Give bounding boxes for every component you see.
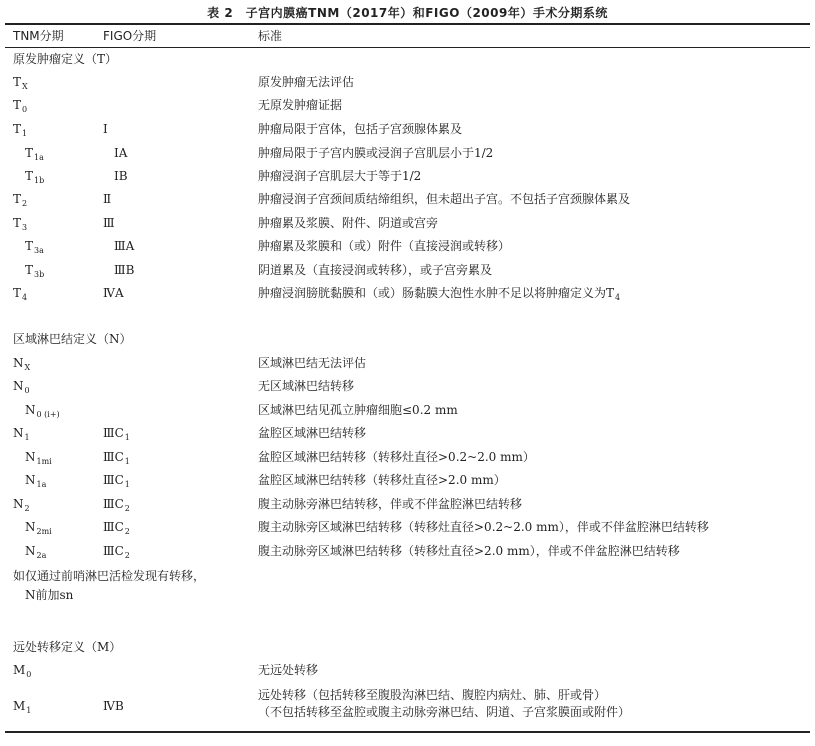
- header-rule: [5, 47, 810, 48]
- criteria-cell: 肿瘤浸润子宫颈间质结缔组织，但未超出子宫。不包括子宫颈腺体累及: [258, 192, 631, 206]
- criteria-line-1: 远处转移（包括转移至腹股沟淋巴结、腹腔内病灶、肺、肝或骨）: [258, 688, 607, 702]
- criteria-cell: 区域淋巴结见孤立肿瘤细胞≤0.2 mm: [258, 403, 458, 417]
- tnm-cell: $N_{1mi}$: [25, 450, 52, 466]
- criteria-cell: 盆腔区域淋巴结转移（转移灶直径>0.2~2.0 mm）: [258, 450, 535, 464]
- criteria-cell: 区域淋巴结无法评估: [258, 356, 367, 370]
- tnm-cell: $N_{2mi}$: [25, 520, 52, 536]
- table-row: [0, 424, 815, 446]
- criteria-cell: 腹主动脉旁区域淋巴结转移（转移灶直径>0.2~2.0 mm），伴或不伴盆腔淋巴结转移: [258, 520, 709, 534]
- table-row: [0, 377, 815, 399]
- top-rule: [5, 23, 810, 25]
- tnm-cell: $N_{1a}$: [25, 473, 47, 489]
- criteria-cell: 无区域淋巴结转移: [258, 379, 355, 393]
- table-row: [0, 448, 815, 470]
- tnm-cell: $N_2$: [13, 497, 30, 513]
- figo-cell: ⅢA: [114, 239, 135, 253]
- figo-cell: $ⅢC_1$: [103, 426, 130, 442]
- criteria-cell: 腹主动脉旁淋巴结转移，伴或不伴盆腔淋巴结转移: [258, 497, 523, 511]
- header-tnm: TNM分期: [13, 29, 64, 43]
- criteria-line-2: （不包括转移至盆腔或腹主动脉旁淋巴结、阴道、子宫浆膜面或附件）: [258, 705, 631, 719]
- header-row: [0, 27, 815, 49]
- tnm-cell: $M_1$: [13, 699, 32, 715]
- tnm-cell: $T_2$: [13, 192, 28, 208]
- tnm-cell: $N_X$: [13, 356, 31, 372]
- tnm-cell: $N_{2a}$: [25, 544, 47, 560]
- table-row: [0, 471, 815, 493]
- section-label: 区域淋巴结定义（N）: [13, 332, 132, 346]
- section-t: [0, 50, 815, 72]
- table-title: 表 2 子宫内膜癌TNM（2017年）和FIGO（2009年）手术分期系统: [207, 6, 608, 20]
- criteria-cell: 阴道累及（直接浸润或转移），或子宫旁累及: [258, 263, 493, 277]
- figo-cell: ⅣB: [103, 699, 124, 713]
- tnm-cell: $N_1$: [13, 426, 30, 442]
- criteria-cell: 盆腔区域淋巴结转移（转移灶直径>2.0 mm）: [258, 473, 506, 487]
- criteria-cell: 无原发肿瘤证据: [258, 98, 343, 112]
- figo-cell: $ⅢC_2$: [103, 520, 130, 536]
- figo-cell: $ⅢC_2$: [103, 497, 130, 513]
- tnm-cell: $N_{0 (i+)}$: [25, 403, 60, 419]
- tnm-cell: $M_0$: [13, 663, 32, 679]
- criteria-cell: 肿瘤累及浆膜、附件、阴道或宫旁: [258, 216, 439, 230]
- table-row: [0, 120, 815, 142]
- table-row: [0, 542, 815, 564]
- tnm-cell: $T_1$: [13, 122, 28, 138]
- tnm-cell: $T_4$: [13, 286, 28, 302]
- header-figo: FIGO分期: [103, 29, 157, 43]
- figo-cell: Ⅲ: [103, 216, 115, 230]
- table-row: [0, 518, 815, 540]
- figo-cell: Ⅱ: [103, 192, 112, 206]
- table-row: [0, 284, 815, 306]
- figo-cell: ⅠB: [114, 169, 128, 183]
- figo-cell: ⅣA: [103, 286, 124, 300]
- section-label: 原发肿瘤定义（T）: [13, 52, 118, 66]
- table-row: [0, 354, 815, 376]
- tnm-cell: $T_X$: [13, 75, 28, 91]
- tnm-cell: $T_{3a}$: [25, 239, 44, 255]
- table-row: [0, 214, 815, 236]
- table-row: [0, 661, 815, 683]
- bottom-rule: [5, 731, 810, 733]
- tnm-cell: $T_{1a}$: [25, 146, 44, 162]
- figo-cell: ⅢB: [114, 263, 135, 277]
- table-row: [0, 261, 815, 283]
- tnm-cell: $T_0$: [13, 98, 28, 114]
- tnm-cell: $T_{3b}$: [25, 263, 45, 279]
- figo-cell: $ⅢC_1$: [103, 473, 130, 489]
- header-criteria: 标准: [258, 29, 283, 43]
- tnm-cell: $N_0$: [13, 379, 30, 395]
- figo-cell: ⅠA: [114, 146, 128, 160]
- note-line-2: N前加sn: [25, 588, 74, 602]
- criteria-cell: 原发肿瘤无法评估: [258, 75, 355, 89]
- criteria-cell: 肿瘤浸润子宫肌层大于等于1/2: [258, 169, 422, 183]
- table-row: [0, 96, 815, 118]
- section-n: [0, 330, 815, 352]
- note-line-1: 如仅通过前哨淋巴活检发现有转移，: [13, 569, 206, 583]
- criteria-cell: 盆腔区域淋巴结转移: [258, 426, 367, 440]
- section-m: [0, 638, 815, 660]
- table-row: [0, 401, 815, 423]
- criteria-cell-multiline: [258, 687, 808, 721]
- figo-cell: $ⅢC_2$: [103, 544, 130, 560]
- criteria-cell: 肿瘤局限于子宫内膜或浸润子宫肌层小于1/2: [258, 146, 494, 160]
- table-row: [0, 73, 815, 95]
- criteria-cell: 肿瘤浸润膀胱黏膜和（或）肠黏膜大泡性水肿不足以将肿瘤定义为$T_4$: [258, 286, 621, 302]
- table-row: [0, 144, 815, 166]
- criteria-cell: 肿瘤局限于宫体，包括子宫颈腺体累及: [258, 122, 463, 136]
- figo-cell: Ⅰ: [103, 122, 108, 136]
- table-row: [0, 190, 815, 212]
- figo-cell: $ⅢC_1$: [103, 450, 130, 466]
- criteria-cell: 无远处转移: [258, 663, 319, 677]
- table-row: [0, 237, 815, 259]
- tnm-cell: $T_3$: [13, 216, 28, 232]
- table-row: [0, 167, 815, 189]
- criteria-cell: 肿瘤累及浆膜和（或）附件（直接浸润或转移）: [258, 239, 511, 253]
- tnm-cell: $T_{1b}$: [25, 169, 45, 185]
- section-label: 远处转移定义（M）: [13, 640, 122, 654]
- table-row: [0, 495, 815, 517]
- criteria-cell: 腹主动脉旁区域淋巴结转移（转移灶直径>2.0 mm），伴或不伴盆腔淋巴结转移: [258, 544, 680, 558]
